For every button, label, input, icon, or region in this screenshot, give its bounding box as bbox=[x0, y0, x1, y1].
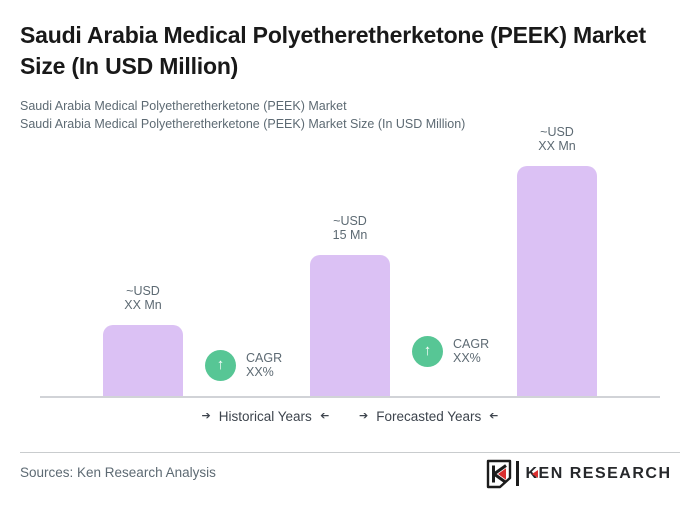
right-arrow-icon: ➔ bbox=[201, 410, 211, 422]
right-arrow-icon: ➔ bbox=[358, 410, 369, 422]
x-axis-baseline bbox=[40, 396, 660, 398]
subtitle-line-1: Saudi Arabia Medical Polyetheretherketone (PEEK) Market bbox=[20, 99, 347, 113]
bar-value-label: ~USD XX Mn bbox=[538, 125, 576, 153]
bar-value-label: ~USD XX Mn bbox=[124, 284, 162, 312]
axis-label-historical: ➔ Historical Years ➔ bbox=[201, 409, 329, 424]
bar-forecast-end bbox=[517, 166, 597, 397]
logo-k-badge-icon bbox=[486, 459, 512, 489]
cagr-up-badge bbox=[412, 336, 443, 367]
up-arrow-icon: ↑ bbox=[423, 342, 432, 359]
bar-historical-end bbox=[310, 255, 390, 397]
page-title: Saudi Arabia Medical Polyetheretherketone (PEEK) Market Size (In USD Million) bbox=[20, 22, 646, 79]
bar-value-label: ~USD 15 Mn bbox=[332, 214, 368, 242]
bar-historical-start bbox=[103, 325, 183, 397]
logo-separator bbox=[516, 461, 519, 486]
axis-period-labels bbox=[0, 409, 700, 424]
ken-research-logo bbox=[486, 458, 672, 489]
cagr-label: CAGR XX% bbox=[453, 337, 490, 365]
cagr-up-badge bbox=[205, 350, 236, 381]
axis-label-forecasted: ➔ Forecasted Years ➔ bbox=[358, 409, 499, 424]
footer-divider bbox=[20, 452, 680, 453]
logo-red-accent bbox=[532, 470, 538, 478]
up-arrow-icon: ↑ bbox=[216, 356, 225, 373]
subtitle-line-2: Saudi Arabia Medical Polyetheretherketone (PEEK) Market Size (In USD Million) bbox=[20, 117, 466, 131]
cagr-label: CAGR XX% bbox=[246, 351, 283, 379]
sources-text: Sources: Ken Research Analysis bbox=[20, 465, 216, 480]
logo-wordmark: KEN RESEARCH bbox=[525, 464, 672, 482]
left-arrow-icon: ➔ bbox=[319, 410, 329, 422]
left-arrow-icon: ➔ bbox=[489, 410, 499, 422]
